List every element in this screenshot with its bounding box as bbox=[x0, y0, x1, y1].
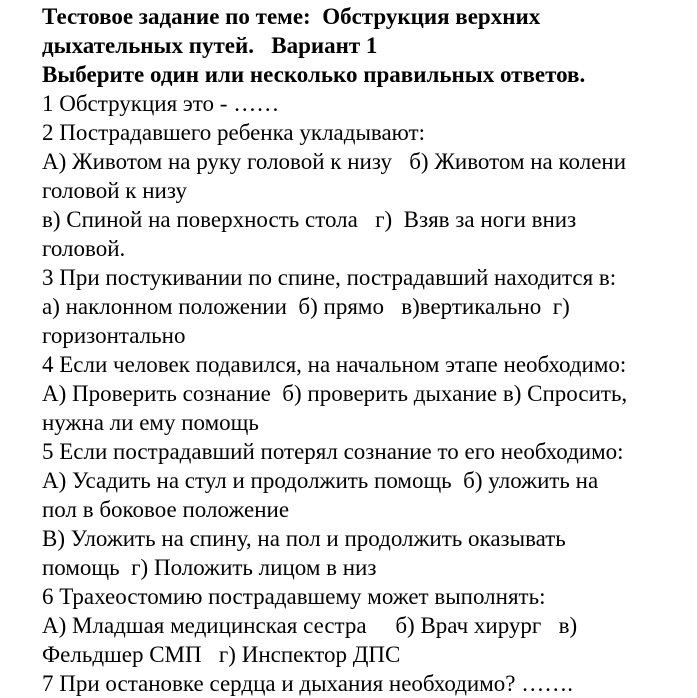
question-3-options-cont: горизонтально bbox=[42, 323, 186, 348]
question-3: 3 При постукивании по спине, пострадавший находится в: bbox=[42, 265, 617, 290]
question-2-options-a-cont: головой к низу bbox=[42, 178, 187, 203]
question-6-options-cont: Фельдшер СМП г) Инспектор ДПС bbox=[42, 642, 401, 667]
question-3-options: а) наклонном положении б) прямо в)вертикально г) bbox=[42, 294, 570, 319]
question-5-options-b-cont: помощь г) Положить лицом в низ bbox=[42, 555, 377, 580]
instruction: Выберите один или несколько правильных ответов. bbox=[42, 62, 586, 87]
question-6-options: А) Младшая медицинская сестра б) Врач хирург в) bbox=[42, 613, 578, 638]
question-2-options-b: в) Спиной на поверхность стола г) Взяв за ноги вниз bbox=[42, 207, 577, 232]
question-7: 7 При остановке сердца и дыхания необходимо? ……. bbox=[42, 671, 573, 696]
question-5: 5 Если пострадавший потерял сознание то его необходимо: bbox=[42, 439, 624, 464]
question-6: 6 Трахеостомию пострадавшему может выполнять: bbox=[42, 584, 546, 609]
question-2-options-b-cont: головой. bbox=[42, 236, 126, 261]
title-line-1: Тестовое задание по теме: Обструкция верхних bbox=[42, 4, 541, 29]
question-4: 4 Если человек подавился, на начальном этапе необходимо: bbox=[42, 352, 627, 377]
question-2: 2 Пострадавшего ребенка укладывают: bbox=[42, 120, 425, 145]
question-4-options-cont: нужна ли ему помощь bbox=[42, 410, 259, 435]
question-4-options: А) Проверить сознание б) проверить дыхание в) Спросить, bbox=[42, 381, 628, 406]
question-1: 1 Обструкция это - …… bbox=[42, 91, 280, 116]
question-5-options-b: В) Уложить на спину, на пол и продолжить оказывать bbox=[42, 526, 566, 551]
question-2-options-a: А) Животом на руку головой к низу б) Животом на колени bbox=[42, 149, 627, 174]
question-5-options-a: А) Усадить на стул и продолжить помощь б) уложить на bbox=[42, 468, 599, 493]
title-line-2: дыхательных путей. Вариант 1 bbox=[42, 33, 378, 58]
question-5-options-a-cont: пол в боковое положение bbox=[42, 497, 290, 522]
